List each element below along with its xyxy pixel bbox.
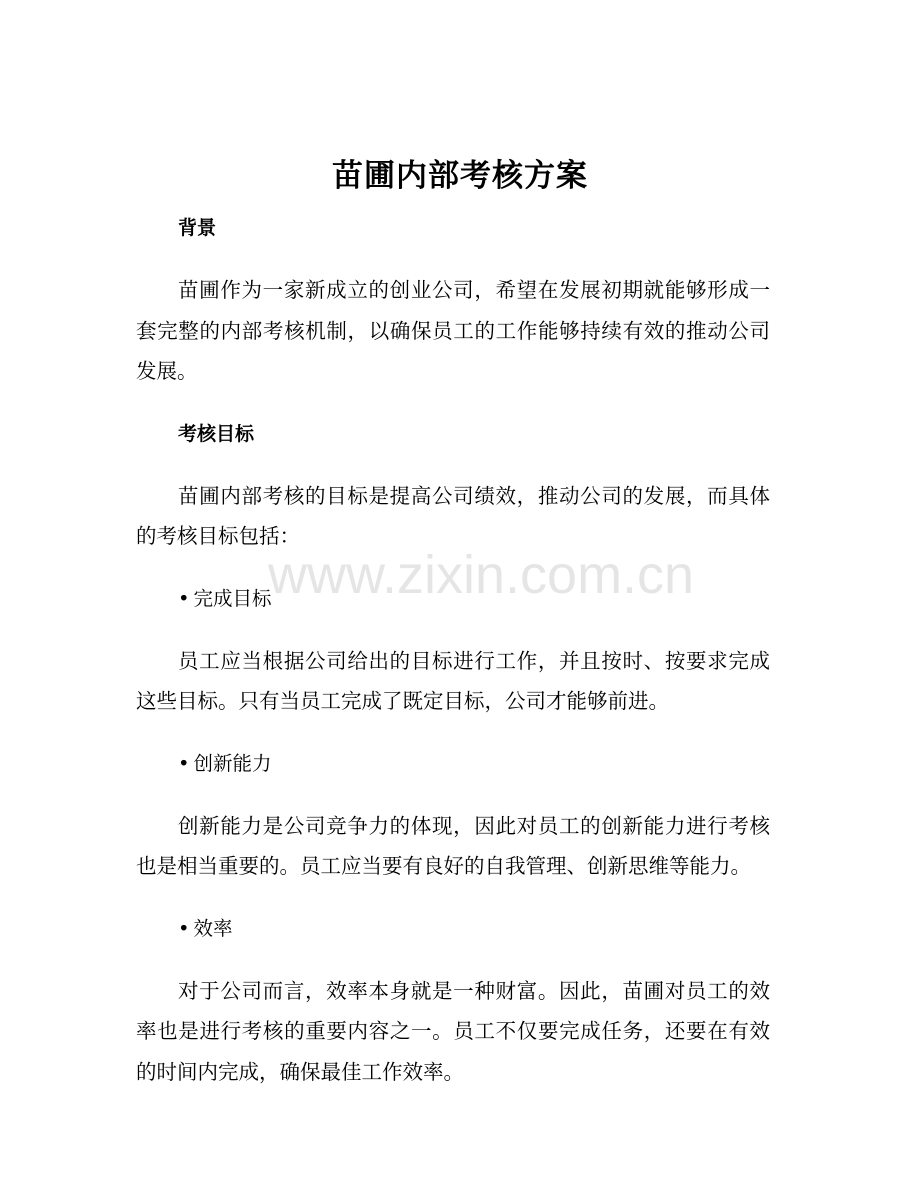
bullet-dot-icon: • bbox=[178, 916, 190, 940]
bullet-label: 创新能力 bbox=[193, 751, 272, 775]
document-body bbox=[136, 208, 770, 1114]
bullet-item-efficiency bbox=[136, 909, 770, 949]
efficiency-paragraph: 对于公司而言，效率本身就是一种财富。因此，苗圃对员工的效率也是进行考核的重要内容之一。员工不仅要完成任务，还要在有效的时间内完成，确保最佳工作效率。 bbox=[136, 978, 770, 1084]
bullet-dot-icon: • bbox=[178, 751, 190, 775]
background-paragraph: 苗圃作为一家新成立的创业公司，希望在发展初期就能够形成一套完整的内部考核机制，以确保员工的工作能够持续有效的推动公司发展。 bbox=[136, 278, 770, 383]
bullet-item-complete-goals bbox=[136, 579, 770, 619]
document-title: 苗圃内部考核方案 bbox=[332, 158, 588, 194]
goals-paragraph: 苗圃内部考核的目标是提高公司绩效，推动公司的发展，而具体的考核目标包括： bbox=[136, 483, 770, 548]
bullet-item-innovation bbox=[136, 744, 770, 784]
watermark: www.zixin.com.cn bbox=[268, 545, 695, 605]
innovation-paragraph: 创新能力是公司竞争力的体现，因此对员工的创新能力进行考核也是相当重要的。员工应当要有良好的自我管理、创新思维等能力。 bbox=[136, 813, 770, 878]
complete-goals-paragraph: 员工应当根据公司给出的目标进行工作，并且按时、按要求完成这些目标。只有当员工完成了既定目标，公司才能够前进。 bbox=[136, 648, 770, 713]
bullet-label: 完成目标 bbox=[193, 586, 272, 610]
section-heading-goals: 考核目标 bbox=[178, 422, 255, 445]
section-heading-background: 背景 bbox=[178, 217, 217, 239]
bullet-dot-icon: • bbox=[178, 586, 190, 610]
bullet-label: 效率 bbox=[193, 916, 233, 940]
